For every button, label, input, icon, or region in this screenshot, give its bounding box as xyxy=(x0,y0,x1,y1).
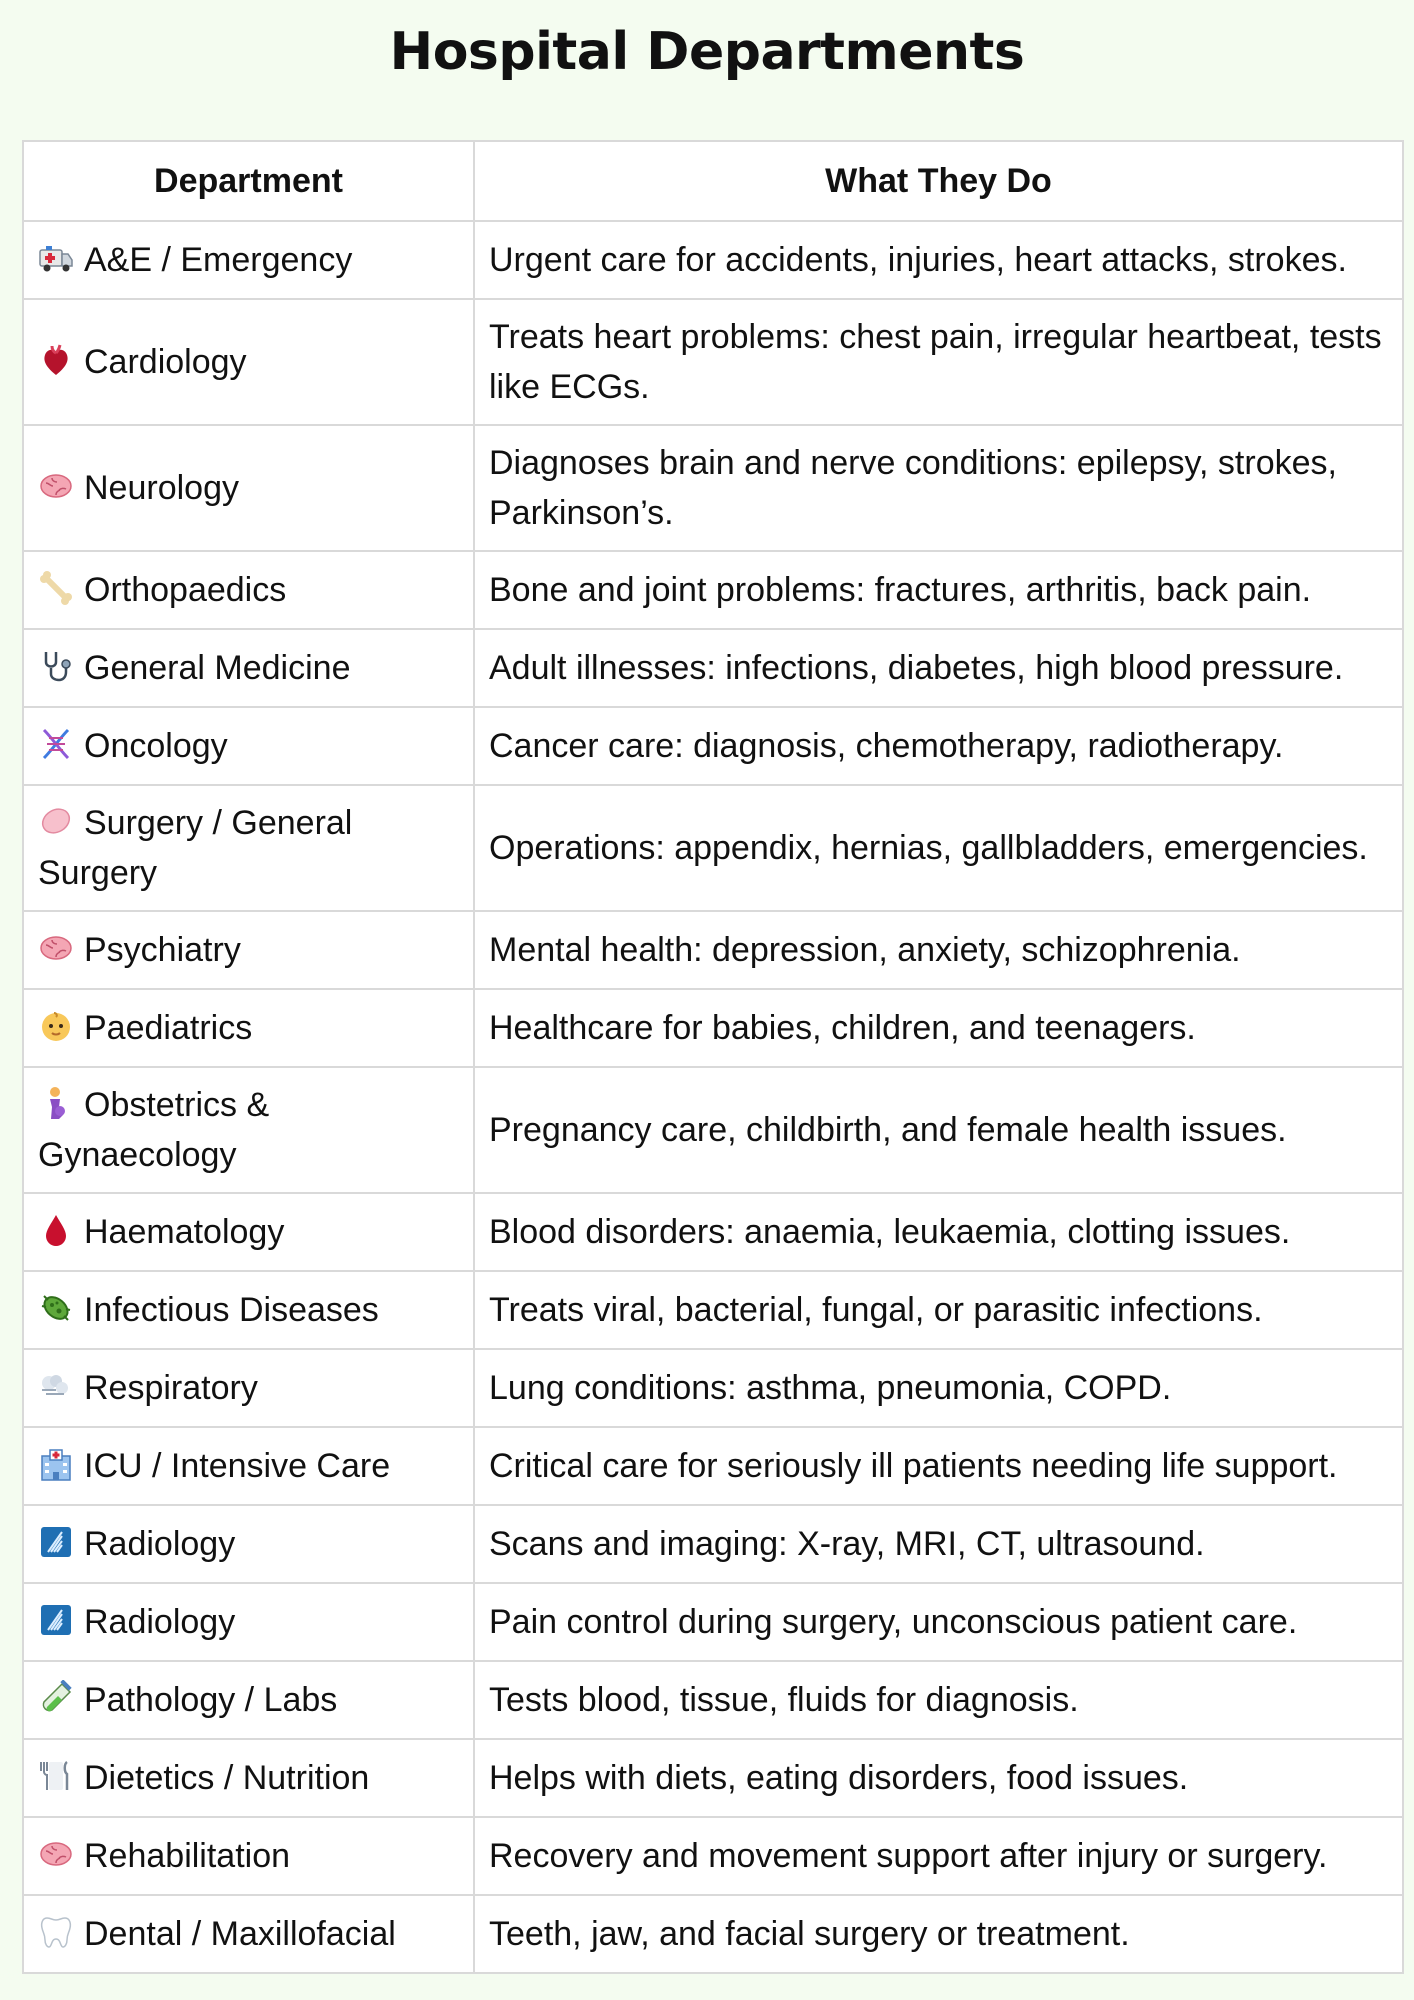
description-cell: Treats viral, bacterial, fungal, or parasitic infections. xyxy=(474,1271,1403,1349)
department-name: Radiology xyxy=(84,1603,236,1641)
description-cell: Healthcare for babies, children, and teenagers. xyxy=(474,989,1403,1067)
header-department: Department xyxy=(23,141,474,221)
blood-drop-icon xyxy=(38,1212,74,1248)
department-name: Dietetics / Nutrition xyxy=(84,1759,370,1797)
table-row xyxy=(23,1661,1403,1739)
hospital-icon xyxy=(38,1446,74,1482)
department-cell xyxy=(23,1067,474,1193)
table-row xyxy=(23,551,1403,629)
department-name: Radiology xyxy=(84,1525,236,1563)
department-cell xyxy=(23,1271,474,1349)
department-cell xyxy=(23,551,474,629)
pregnant-woman-icon xyxy=(38,1085,74,1121)
department-name: Surgery / General Surgery xyxy=(38,804,353,892)
ambulance-icon xyxy=(38,240,74,276)
description-cell: Treats heart problems: chest pain, irregular heartbeat, tests like ECGs. xyxy=(474,299,1403,425)
department-cell xyxy=(23,1817,474,1895)
department-name: A&E / Emergency xyxy=(84,241,353,279)
table-row xyxy=(23,1505,1403,1583)
departments-table xyxy=(22,140,1404,1974)
department-name: Obstetrics & Gynaecology xyxy=(38,1086,270,1174)
table-row xyxy=(23,1895,1403,1973)
bone-icon xyxy=(38,570,74,606)
table-row xyxy=(23,1739,1403,1817)
description-cell: Lung conditions: asthma, pneumonia, COPD. xyxy=(474,1349,1403,1427)
table-row xyxy=(23,299,1403,425)
department-cell xyxy=(23,911,474,989)
dna-icon xyxy=(38,726,74,762)
table-row xyxy=(23,1817,1403,1895)
description-cell: Blood disorders: anaemia, leukaemia, clotting issues. xyxy=(474,1193,1403,1271)
department-cell xyxy=(23,299,474,425)
tooth-icon xyxy=(38,1914,74,1950)
table-row xyxy=(23,1583,1403,1661)
department-name: Haematology xyxy=(84,1213,285,1251)
brain-icon xyxy=(38,468,74,504)
table-row xyxy=(23,989,1403,1067)
department-cell xyxy=(23,1661,474,1739)
table-row xyxy=(23,629,1403,707)
department-cell xyxy=(23,1193,474,1271)
table-row xyxy=(23,1349,1403,1427)
anatomical-heart-icon xyxy=(38,342,74,378)
department-cell xyxy=(23,707,474,785)
description-cell: Critical care for seriously ill patients needing life support. xyxy=(474,1427,1403,1505)
department-cell xyxy=(23,629,474,707)
department-name: Orthopaedics xyxy=(84,571,287,609)
microbe-icon xyxy=(38,1290,74,1326)
stethoscope-icon xyxy=(38,648,74,684)
department-cell xyxy=(23,785,474,911)
table-row xyxy=(23,707,1403,785)
description-cell: Mental health: depression, anxiety, schizophrenia. xyxy=(474,911,1403,989)
department-name: Psychiatry xyxy=(84,931,241,969)
department-cell xyxy=(23,1739,474,1817)
department-name: Dental / Maxillofacial xyxy=(84,1915,396,1953)
table-row xyxy=(23,1067,1403,1193)
test-tube-icon xyxy=(38,1680,74,1716)
department-name: Oncology xyxy=(84,727,228,765)
table-row xyxy=(23,1271,1403,1349)
description-cell: Recovery and movement support after injury or surgery. xyxy=(474,1817,1403,1895)
description-cell: Diagnoses brain and nerve conditions: epilepsy, strokes, Parkinson’s. xyxy=(474,425,1403,551)
page-title: Hospital Departments xyxy=(389,22,1025,82)
brain-icon xyxy=(38,1836,74,1872)
baby-icon xyxy=(38,1008,74,1044)
table-row xyxy=(23,1193,1403,1271)
description-cell: Cancer care: diagnosis, chemotherapy, radiotherapy. xyxy=(474,707,1403,785)
department-cell xyxy=(23,221,474,299)
table-header-row xyxy=(23,141,1403,221)
description-cell: Teeth, jaw, and facial surgery or treatment. xyxy=(474,1895,1403,1973)
description-cell: Helps with diets, eating disorders, food issues. xyxy=(474,1739,1403,1817)
organ-icon xyxy=(38,803,74,839)
department-cell xyxy=(23,1349,474,1427)
table-row xyxy=(23,911,1403,989)
department-cell xyxy=(23,1895,474,1973)
xray-icon xyxy=(38,1524,74,1560)
header-what-they-do: What They Do xyxy=(474,141,1403,221)
department-cell xyxy=(23,1505,474,1583)
department-name: Paediatrics xyxy=(84,1009,253,1047)
department-name: Respiratory xyxy=(84,1369,258,1407)
wind-icon xyxy=(38,1368,74,1404)
table-row xyxy=(23,425,1403,551)
xray-icon xyxy=(38,1602,74,1638)
description-cell: Scans and imaging: X-ray, MRI, CT, ultrasound. xyxy=(474,1505,1403,1583)
table-row xyxy=(23,221,1403,299)
department-cell xyxy=(23,1583,474,1661)
department-cell xyxy=(23,425,474,551)
table-row xyxy=(23,1427,1403,1505)
description-cell: Pain control during surgery, unconscious patient care. xyxy=(474,1583,1403,1661)
description-cell: Bone and joint problems: fractures, arthritis, back pain. xyxy=(474,551,1403,629)
department-name: General Medicine xyxy=(84,649,351,687)
department-name: Pathology / Labs xyxy=(84,1681,338,1719)
department-name: Cardiology xyxy=(84,343,247,381)
department-name: ICU / Intensive Care xyxy=(84,1447,391,1485)
brain-icon xyxy=(38,930,74,966)
description-cell: Pregnancy care, childbirth, and female health issues. xyxy=(474,1067,1403,1193)
department-name: Infectious Diseases xyxy=(84,1291,379,1329)
description-cell: Operations: appendix, hernias, gallbladders, emergencies. xyxy=(474,785,1403,911)
description-cell: Urgent care for accidents, injuries, heart attacks, strokes. xyxy=(474,221,1403,299)
department-cell xyxy=(23,989,474,1067)
department-cell xyxy=(23,1427,474,1505)
description-cell: Adult illnesses: infections, diabetes, high blood pressure. xyxy=(474,629,1403,707)
fork-knife-icon xyxy=(38,1758,74,1794)
table-row xyxy=(23,785,1403,911)
department-name: Rehabilitation xyxy=(84,1837,291,1875)
description-cell: Tests blood, tissue, fluids for diagnosis. xyxy=(474,1661,1403,1739)
department-name: Neurology xyxy=(84,469,239,507)
